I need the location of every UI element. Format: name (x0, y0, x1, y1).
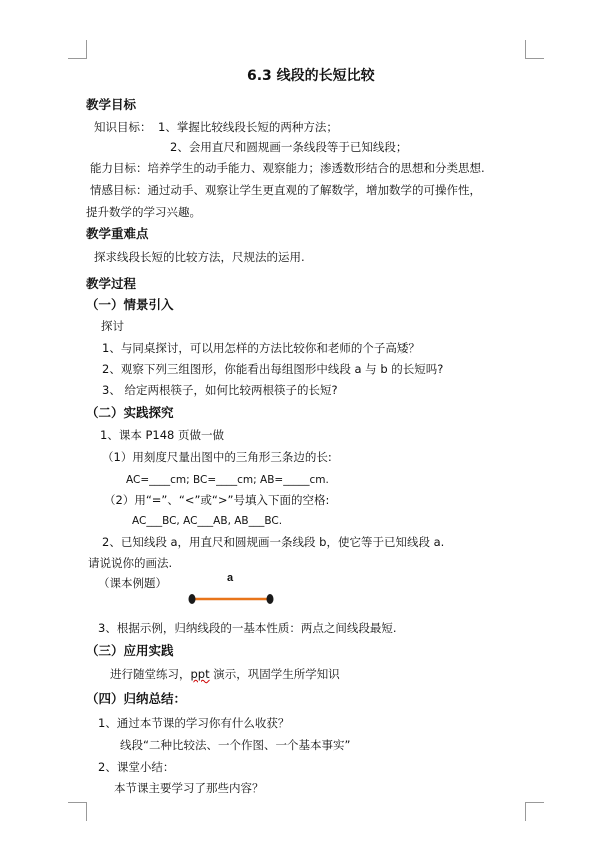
objectives-heading: 教学目标 (86, 97, 137, 112)
crop-mark-top-right (525, 40, 544, 59)
section3-text (110, 669, 340, 681)
segment-a-figure (185, 568, 277, 608)
segment-a-svg (185, 568, 277, 608)
process-heading: 教学过程 (86, 276, 137, 291)
crop-mark-bottom-right (525, 802, 544, 821)
crop-mark-top-left (68, 40, 87, 59)
emotion-objective-line1: 情感目标：通过动手、观察让学生更直观的了解数学，增加数学的可操作性， (90, 183, 481, 197)
knowledge-label: 知识目标： (94, 120, 152, 134)
key-points-heading: 教学重难点 (86, 226, 149, 241)
section2-sub-2: （2）用“=”、“<”或“>”号填入下面的空格: (104, 493, 330, 507)
segment-a-left-endpoint (189, 594, 196, 604)
section3-text-post: 演示，巩固学生所学知识 (209, 667, 340, 681)
section1-item-3: 3、 给定两根筷子，如何比较两根筷子的长短? (102, 383, 338, 397)
section3-text-pre: 进行随堂练习， (110, 667, 191, 681)
compare-blanks: AC___BC, AC___AB, AB___BC. (132, 515, 283, 527)
section1-item-1: 1、与同桌探讨，可以用怎样的方法比较你和老师的个子高矮？ (102, 341, 420, 355)
section4-item-1-answer: 线段“二种比较法、一个作图、一个基本事实” (120, 738, 351, 752)
section4-item-2: 2、课堂小结： (98, 760, 175, 774)
ability-objective: 能力目标：培养学生的动手能力、观察能力；渗透数形结合的思想和分类思想. (90, 161, 485, 175)
section4-item-1: 1、通过本节课的学习你有什么收获？ (98, 716, 290, 730)
segment-a-label: a (227, 572, 234, 584)
measure-blanks: AC=____cm; BC=____cm; AB=_____cm. (126, 474, 329, 486)
section2-item-3: 3、根据示例，归纳线段的一基本性质：两点之间线段最短. (98, 621, 397, 635)
key-points-text: 探求线段长短的比较方法，尺规法的运用. (94, 250, 305, 264)
section2-heading: （二）实践探究 (86, 405, 174, 420)
section1-intro: 探讨 (101, 319, 124, 333)
section2-sub-1: （1）用刻度尺量出图中的三角形三条边的长: (102, 450, 332, 464)
knowledge-item-1: 1、掌握比较线段长短的两种方法； (158, 120, 338, 134)
section3-heading: （三）应用实践 (86, 643, 174, 658)
section3-text-ppt: ppt (190, 667, 210, 681)
section2-item-2: 2、已知线段 a，用直尺和圆规画一条线段 b，使它等于已知线段 a. (102, 535, 445, 549)
section1-item-2: 2、观察下列三组图形，你能看出每组图形中线段 a 与 b 的长短吗? (102, 362, 444, 376)
section4-item-2-question: 本节课主要学习了那些内容？ (114, 781, 264, 795)
knowledge-item-2: 2、会用直尺和圆规画一条线段等于已知线段； (170, 140, 408, 154)
section2-item-1: 1、课本 P148 页做一做 (100, 428, 225, 442)
segment-a-right-endpoint (267, 594, 274, 604)
section2-item-2-cont: 请说说你的画法. (88, 556, 173, 570)
example-note: （课本例题） (98, 576, 167, 590)
emotion-objective-line2: 提升数学的学习兴趣。 (86, 205, 201, 219)
section1-heading: （一）情景引入 (86, 297, 174, 312)
section4-heading: （四）归纳总结： (86, 691, 187, 706)
page-title: 6.3 线段的长短比较 (247, 68, 375, 84)
crop-mark-bottom-left (68, 802, 87, 821)
